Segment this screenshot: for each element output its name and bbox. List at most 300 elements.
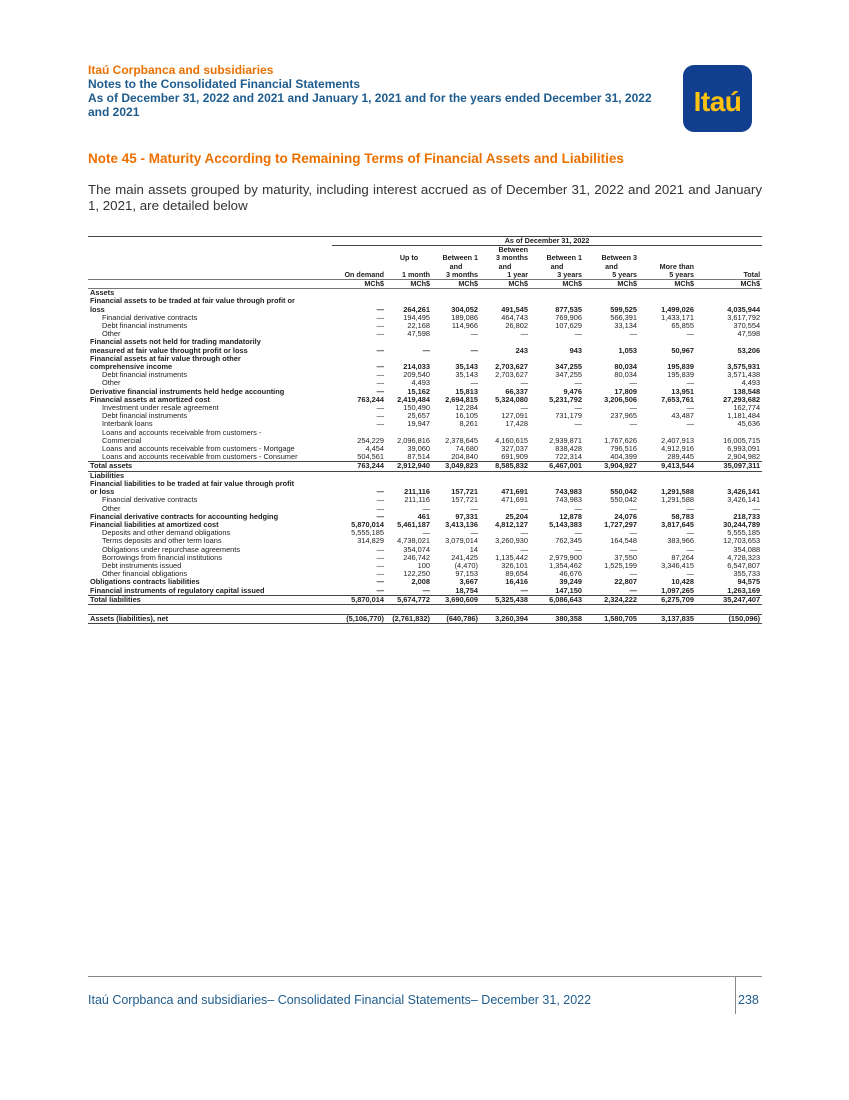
cell-value: 22,168 bbox=[407, 322, 430, 331]
cell-value bbox=[332, 355, 386, 363]
table-row bbox=[88, 306, 762, 314]
cell-value: 1,354,462 bbox=[549, 561, 582, 570]
cell-value: — bbox=[470, 504, 478, 513]
table-row bbox=[88, 570, 762, 578]
row-label: Debt financial instruments bbox=[102, 322, 188, 331]
cell-value: 214,033 bbox=[403, 363, 430, 372]
col7-unit: MCh$ bbox=[639, 280, 696, 289]
row-label: Loans and accounts receivable from customers - bbox=[102, 428, 262, 437]
cell-value: 383,966 bbox=[667, 537, 694, 546]
cell-value: 87,514 bbox=[407, 453, 430, 462]
cell-value: — bbox=[376, 512, 384, 521]
cell-value: (5,106,770) bbox=[332, 614, 386, 623]
cell-value: — bbox=[520, 330, 528, 339]
cell-value: 1,767,626 bbox=[604, 436, 637, 445]
cell-value: — bbox=[376, 545, 384, 554]
cell-value: — bbox=[376, 412, 384, 421]
cell-value bbox=[432, 338, 480, 346]
cell-value bbox=[696, 480, 762, 488]
cell-value: 37,550 bbox=[614, 553, 637, 562]
cell-value: 218,733 bbox=[733, 512, 761, 521]
cell-value: — bbox=[629, 529, 637, 538]
row-label: or loss bbox=[90, 488, 115, 497]
table-row bbox=[88, 363, 762, 371]
cell-value: 1,181,484 bbox=[727, 412, 761, 421]
itau-logo bbox=[683, 65, 752, 132]
cell-value bbox=[332, 471, 386, 480]
header-row-asof bbox=[88, 237, 762, 246]
cell-value: — bbox=[422, 504, 430, 513]
table-row bbox=[88, 595, 762, 604]
cell-value: 4,493 bbox=[741, 379, 761, 388]
cell-value: — bbox=[376, 305, 384, 314]
cell-value bbox=[696, 289, 762, 298]
cell-value: — bbox=[574, 504, 582, 513]
cell-value bbox=[639, 471, 696, 480]
cell-value: 471,691 bbox=[501, 496, 528, 505]
cell-value: 39,249 bbox=[559, 578, 582, 587]
cell-value: 147,150 bbox=[555, 586, 582, 595]
table-row bbox=[88, 379, 762, 387]
cell-value: — bbox=[574, 404, 582, 413]
cell-value: 1,727,297 bbox=[604, 520, 637, 529]
cell-value: 107,629 bbox=[555, 322, 582, 331]
cell-value bbox=[480, 471, 530, 480]
cell-value: 189,086 bbox=[451, 313, 478, 322]
cell-value: 97,331 bbox=[455, 512, 478, 521]
cell-value bbox=[386, 338, 432, 346]
row-label: Financial assets to be traded at fair value through profit or bbox=[90, 297, 295, 306]
cell-value: 327,037 bbox=[501, 445, 528, 454]
cell-value: 491,545 bbox=[501, 305, 528, 314]
cell-value: 731,179 bbox=[555, 412, 582, 421]
table-row bbox=[88, 513, 762, 521]
cell-value: 3,079,014 bbox=[445, 537, 478, 546]
cell-value bbox=[386, 480, 432, 488]
table-row bbox=[88, 480, 762, 488]
cell-value: — bbox=[376, 504, 384, 513]
cell-value: 94,575 bbox=[737, 578, 761, 587]
as-of-header: As of December 31, 2022 bbox=[332, 237, 762, 246]
cell-value bbox=[584, 338, 639, 346]
cell-value: 164,548 bbox=[610, 537, 637, 546]
cell-value: 796,516 bbox=[610, 445, 637, 454]
cell-value: 35,143 bbox=[455, 363, 478, 372]
col3-line3: 3 months bbox=[446, 270, 478, 279]
cell-value: 127,091 bbox=[501, 412, 528, 421]
cell-value bbox=[332, 429, 386, 437]
cell-value: — bbox=[376, 561, 384, 570]
cell-value: 3,206,506 bbox=[604, 395, 637, 404]
table-row bbox=[88, 614, 762, 623]
cell-value: — bbox=[422, 529, 430, 538]
cell-value: (150,096) bbox=[696, 614, 762, 623]
footer-text: Itaú Corpbanca and subsidiaries– Consolidated Financial Statements– December 31, 2022 bbox=[88, 993, 592, 1007]
header-row-4 bbox=[88, 271, 762, 280]
cell-value: — bbox=[629, 570, 637, 579]
cell-value: 35,247,407 bbox=[696, 595, 762, 604]
table-row bbox=[88, 537, 762, 545]
cell-value: 16,416 bbox=[505, 578, 528, 587]
row-label: Other bbox=[102, 330, 121, 339]
cell-value: 3,426,141 bbox=[727, 488, 761, 497]
cell-value: 1,263,169 bbox=[727, 586, 761, 595]
cell-value: — bbox=[752, 504, 761, 513]
cell-value: 66,337 bbox=[505, 387, 528, 396]
row-label: Financial instruments of regulatory capital issued bbox=[90, 586, 265, 595]
row-label: Interbank loans bbox=[102, 420, 153, 429]
col5-line2b: and bbox=[550, 262, 564, 271]
cell-value: 211,116 bbox=[404, 496, 430, 505]
cell-value: 2,904,982 bbox=[727, 453, 761, 462]
period-line-2: and 2021 bbox=[88, 105, 140, 119]
cell-value: — bbox=[470, 346, 478, 355]
cell-value: 204,840 bbox=[451, 453, 478, 462]
cell-value: 16,005,715 bbox=[723, 436, 761, 445]
table-row bbox=[88, 388, 762, 396]
cell-value: 6,086,643 bbox=[530, 595, 584, 604]
row-label: Terms deposits and other term loans bbox=[102, 537, 222, 546]
cell-value: 289,445 bbox=[667, 453, 694, 462]
cell-value bbox=[530, 338, 584, 346]
cell-value: 6,547,807 bbox=[727, 561, 761, 570]
row-label: Borrowings from financial institutions bbox=[102, 553, 222, 562]
cell-value: 3,260,394 bbox=[480, 614, 530, 623]
col6-line2: Between 3 bbox=[601, 254, 637, 263]
cell-value: 74,680 bbox=[455, 445, 478, 454]
cell-value: 19,947 bbox=[407, 420, 430, 429]
table-row bbox=[88, 338, 762, 346]
cell-value: 2,419,484 bbox=[397, 395, 430, 404]
cell-value: 326,101 bbox=[501, 561, 528, 570]
cell-value: 1,580,705 bbox=[584, 614, 639, 623]
cell-value: 3,137,835 bbox=[639, 614, 696, 623]
cell-value bbox=[639, 338, 696, 346]
cell-value: (4,470) bbox=[454, 561, 478, 570]
col2-line2: Up to bbox=[399, 254, 419, 263]
cell-value: 2,694,815 bbox=[445, 395, 478, 404]
cell-value: 18,754 bbox=[455, 586, 478, 595]
cell-value: 943 bbox=[569, 346, 582, 355]
cell-value: 264,261 bbox=[403, 305, 430, 314]
table-row bbox=[88, 420, 762, 428]
cell-value: 17,428 bbox=[505, 420, 528, 429]
cell-value: 157,721 bbox=[451, 496, 478, 505]
cell-value bbox=[696, 471, 762, 480]
cell-value: — bbox=[376, 387, 384, 396]
cell-value bbox=[584, 429, 639, 437]
row-label: Debt instruments issued bbox=[102, 561, 182, 570]
cell-value: 12,284 bbox=[455, 404, 478, 413]
cell-value: 33,134 bbox=[614, 322, 637, 331]
cell-value: 9,476 bbox=[563, 387, 582, 396]
cell-value: — bbox=[686, 379, 694, 388]
cell-value: 4,454 bbox=[365, 445, 384, 454]
cell-value: 3,426,141 bbox=[727, 496, 761, 505]
table-row bbox=[88, 404, 762, 412]
row-label: Assets (liabilities), net bbox=[88, 614, 332, 623]
row-label: Derivative financial instruments held hedge accounting bbox=[90, 387, 285, 396]
cell-value: 763,244 bbox=[332, 462, 386, 471]
cell-value: — bbox=[629, 404, 637, 413]
cell-value: 24,076 bbox=[614, 512, 637, 521]
cell-value: 2,979,900 bbox=[549, 553, 582, 562]
header-row-1 bbox=[88, 246, 762, 255]
col7-line2b: More than bbox=[659, 262, 694, 271]
table-row bbox=[88, 355, 762, 363]
cell-value: 254,229 bbox=[357, 436, 384, 445]
cell-value: 5,325,438 bbox=[480, 595, 530, 604]
cell-value: 1,053 bbox=[618, 346, 637, 355]
col2-line3: 1 month bbox=[402, 270, 430, 279]
cell-value: 550,042 bbox=[610, 488, 637, 497]
cell-value: — bbox=[686, 404, 694, 413]
row-label: Financial derivative contracts for accounting hedging bbox=[90, 512, 279, 521]
cell-value: 1,135,442 bbox=[495, 553, 528, 562]
row-label: Financial liabilities to be traded at fair value through profit bbox=[90, 479, 295, 488]
table-row bbox=[88, 587, 762, 596]
cell-value: 89,654 bbox=[505, 570, 528, 579]
cell-value: — bbox=[629, 586, 637, 595]
cell-value: 762,345 bbox=[555, 537, 582, 546]
cell-value: 3,049,823 bbox=[432, 462, 480, 471]
col3-unit: MCh$ bbox=[432, 280, 480, 289]
cell-value: 25,204 bbox=[505, 512, 528, 521]
cell-value: 763,244 bbox=[357, 395, 384, 404]
row-label: Investment under resale agreement bbox=[102, 404, 219, 413]
cell-value: — bbox=[629, 504, 637, 513]
cell-value: — bbox=[520, 586, 528, 595]
cell-value: 370,554 bbox=[733, 322, 761, 331]
cell-value: 691,909 bbox=[501, 453, 528, 462]
cell-value bbox=[530, 355, 584, 363]
cell-value bbox=[584, 297, 639, 305]
company-name: Itaú Corpbanca and subsidiaries bbox=[88, 63, 274, 77]
cell-value: — bbox=[376, 586, 384, 595]
cell-value: 46,676 bbox=[559, 570, 582, 579]
cell-value bbox=[584, 480, 639, 488]
cell-value: 4,812,127 bbox=[495, 520, 528, 529]
row-label: Total assets bbox=[88, 462, 332, 471]
cell-value bbox=[386, 355, 432, 363]
cell-value: 15,162 bbox=[407, 387, 430, 396]
col4-line2: 3 months bbox=[496, 254, 528, 263]
cell-value: 45,636 bbox=[737, 420, 761, 429]
row-label: Obligations under repurchase agreements bbox=[102, 545, 241, 554]
cell-value: 13,951 bbox=[671, 387, 694, 396]
cell-value: — bbox=[629, 545, 637, 554]
table-row bbox=[88, 289, 762, 298]
cell-value: 347,255 bbox=[555, 371, 582, 380]
cell-value: (640,786) bbox=[432, 614, 480, 623]
cell-value: 80,034 bbox=[614, 363, 637, 372]
cell-value: — bbox=[376, 313, 384, 322]
cell-value: — bbox=[629, 330, 637, 339]
cell-value: 43,487 bbox=[671, 412, 694, 421]
cell-value: 5,231,792 bbox=[549, 395, 582, 404]
cell-value: 4,738,021 bbox=[397, 537, 430, 546]
cell-value: 14 bbox=[469, 545, 478, 554]
cell-value: — bbox=[686, 570, 694, 579]
cell-value: 87,264 bbox=[671, 553, 694, 562]
col6-unit: MCh$ bbox=[584, 280, 639, 289]
cell-value: 722,314 bbox=[555, 453, 582, 462]
cell-value: 237,965 bbox=[610, 412, 637, 421]
cell-value bbox=[332, 338, 386, 346]
table-row bbox=[88, 505, 762, 513]
table-row bbox=[88, 562, 762, 570]
cell-value bbox=[432, 289, 480, 298]
cell-value bbox=[530, 471, 584, 480]
cell-value bbox=[584, 355, 639, 363]
cell-value: 6,993,091 bbox=[727, 445, 761, 454]
cell-value: — bbox=[686, 330, 694, 339]
page-header bbox=[88, 63, 688, 119]
cell-value: 743,983 bbox=[555, 488, 582, 497]
cell-value: — bbox=[629, 379, 637, 388]
cell-value: 769,906 bbox=[555, 313, 582, 322]
col7-line3: 5 years bbox=[669, 270, 694, 279]
cell-value: — bbox=[470, 330, 478, 339]
cell-value: 5,870,014 bbox=[332, 595, 386, 604]
cell-value: 550,042 bbox=[610, 496, 637, 505]
cell-value: 47,598 bbox=[407, 330, 430, 339]
cell-value: 100 bbox=[417, 561, 430, 570]
cell-value bbox=[480, 289, 530, 298]
cell-value: 53,206 bbox=[737, 346, 761, 355]
row-label: Financial assets at fair value through other bbox=[90, 354, 241, 363]
cell-value: — bbox=[629, 420, 637, 429]
cell-value: — bbox=[376, 330, 384, 339]
cell-value: 2,703,627 bbox=[495, 363, 528, 372]
col6-line2b: and bbox=[605, 262, 618, 271]
cell-value: 5,143,383 bbox=[549, 520, 582, 529]
cell-value: — bbox=[520, 379, 528, 388]
cell-value bbox=[696, 429, 762, 437]
cell-value: 404,399 bbox=[610, 453, 637, 462]
cell-value: 464,743 bbox=[501, 313, 528, 322]
cell-value bbox=[332, 289, 386, 298]
cell-value: 5,674,772 bbox=[386, 595, 432, 604]
cell-value: 243 bbox=[515, 346, 528, 355]
cell-value: 566,391 bbox=[610, 313, 637, 322]
cell-value: 3,260,930 bbox=[495, 537, 528, 546]
table-row bbox=[88, 314, 762, 322]
cell-value: — bbox=[520, 404, 528, 413]
row-label: Other bbox=[102, 379, 121, 388]
row-label: Other financial obligations bbox=[102, 570, 188, 579]
cell-value: 211,116 bbox=[404, 488, 430, 497]
row-label: Financial assets at amortized cost bbox=[90, 395, 210, 404]
col4-unit: MCh$ bbox=[480, 280, 530, 289]
cell-value: 1,499,026 bbox=[661, 305, 694, 314]
table-row bbox=[88, 429, 762, 437]
cell-value: 504,561 bbox=[357, 453, 384, 462]
cell-value: — bbox=[686, 545, 694, 554]
cell-value: — bbox=[574, 545, 582, 554]
table-row bbox=[88, 471, 762, 480]
row-label: Loans and accounts receivable from customers - Mortgage bbox=[102, 445, 295, 454]
cell-value: — bbox=[574, 330, 582, 339]
row-label: Debt financial instruments bbox=[102, 371, 188, 380]
cell-value: — bbox=[686, 420, 694, 429]
document-title: Notes to the Consolidated Financial Statements bbox=[88, 77, 361, 91]
row-label: Financial assets not held for trading mandatorily bbox=[90, 338, 261, 347]
cell-value: — bbox=[376, 553, 384, 562]
cell-value: 3,667 bbox=[459, 578, 478, 587]
cell-value: — bbox=[376, 496, 384, 505]
cell-value: 5,461,187 bbox=[397, 520, 430, 529]
cell-value: — bbox=[376, 363, 384, 372]
cell-value: 16,105 bbox=[455, 412, 478, 421]
cell-value: 304,052 bbox=[451, 305, 478, 314]
cell-value: 58,783 bbox=[671, 512, 694, 521]
cell-value: 1,097,265 bbox=[661, 586, 694, 595]
cell-value: — bbox=[376, 322, 384, 331]
cell-value bbox=[639, 297, 696, 305]
cell-value: 5,870,014 bbox=[351, 520, 384, 529]
cell-value: 27,293,682 bbox=[723, 395, 761, 404]
row-label: Financial liabilities at amortized cost bbox=[90, 520, 219, 529]
cell-value: 17,809 bbox=[614, 387, 637, 396]
col3-line2: Between 1 bbox=[442, 254, 478, 263]
col1-line3: On demand bbox=[344, 270, 384, 279]
cell-value bbox=[332, 480, 386, 488]
cell-value bbox=[696, 297, 762, 305]
cell-value: — bbox=[376, 371, 384, 380]
cell-value: 347,255 bbox=[555, 363, 582, 372]
cell-value: 8,261 bbox=[459, 420, 478, 429]
cell-value: 2,912,940 bbox=[386, 462, 432, 471]
cell-value: 114,966 bbox=[451, 322, 478, 331]
cell-value: 2,939,871 bbox=[549, 436, 582, 445]
row-label: Total liabilities bbox=[88, 595, 332, 604]
cell-value: 3,904,927 bbox=[584, 462, 639, 471]
col5-line3: 3 years bbox=[557, 270, 582, 279]
cell-value bbox=[696, 355, 762, 363]
row-label: Obligations contracts liabilities bbox=[90, 578, 200, 587]
row-label: measured at fair value throught profit or loss bbox=[90, 346, 248, 355]
cell-value: 9,413,544 bbox=[639, 462, 696, 471]
cell-value: 4,912,916 bbox=[661, 445, 694, 454]
cell-value bbox=[639, 480, 696, 488]
col4-line2b: and bbox=[498, 262, 512, 271]
cell-value: 1,525,199 bbox=[604, 561, 637, 570]
cell-value: — bbox=[422, 586, 430, 595]
cell-value: 122,250 bbox=[403, 570, 430, 579]
cell-value: 838,428 bbox=[555, 445, 582, 454]
cell-value: 3,690,609 bbox=[432, 595, 480, 604]
col1-unit: MCh$ bbox=[332, 280, 386, 289]
cell-value: — bbox=[520, 504, 528, 513]
table-row bbox=[88, 412, 762, 420]
col4-line3: 1 year bbox=[507, 270, 528, 279]
table-row bbox=[88, 396, 762, 404]
cell-value: — bbox=[422, 346, 430, 355]
cell-value: — bbox=[470, 529, 478, 538]
cell-value bbox=[480, 338, 530, 346]
cell-value: — bbox=[376, 570, 384, 579]
col3-line2b: and bbox=[449, 262, 463, 271]
cell-value: 150,490 bbox=[403, 404, 430, 413]
cell-value bbox=[386, 429, 432, 437]
table-row bbox=[88, 488, 762, 496]
header-row-3 bbox=[88, 263, 762, 271]
cell-value bbox=[530, 297, 584, 305]
cell-value: 5,324,080 bbox=[495, 395, 528, 404]
cell-value: 80,034 bbox=[614, 371, 637, 380]
cell-value: 4,728,323 bbox=[727, 553, 761, 562]
